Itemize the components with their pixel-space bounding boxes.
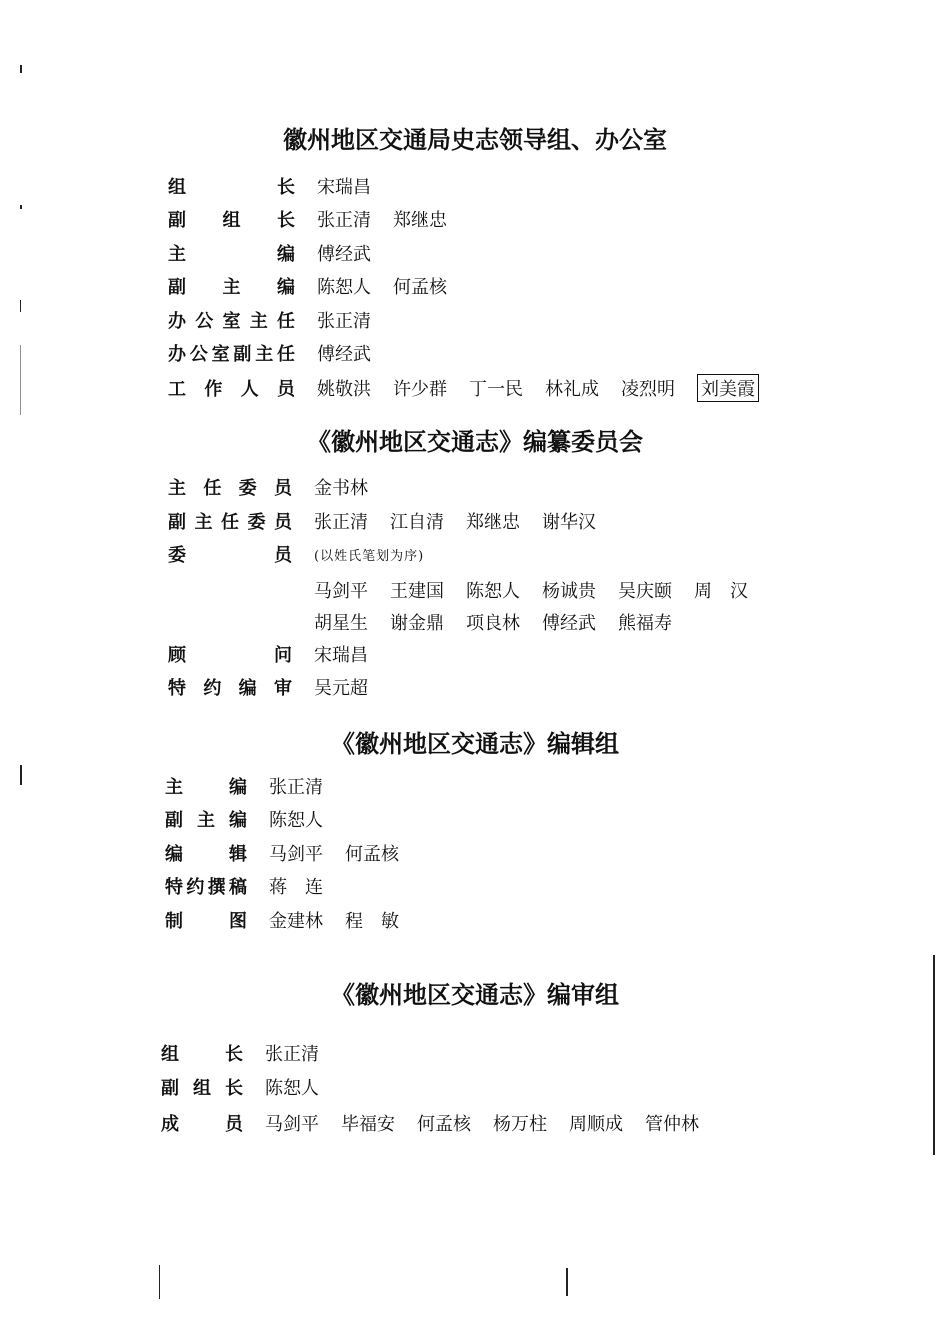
person-name: 何孟核	[417, 1114, 471, 1135]
person-name: 杨万柱	[493, 1114, 547, 1135]
person-name: 吴庆颐	[618, 581, 672, 602]
committee-row-advisor	[168, 639, 390, 669]
person-name: 郑继忠	[466, 512, 520, 533]
name-list	[314, 641, 390, 667]
person-name: 胡星生	[314, 613, 368, 634]
person-name: 陈恕人	[265, 1078, 319, 1099]
scan-speck	[20, 765, 22, 785]
person-name: 毕福安	[341, 1114, 395, 1135]
person-name: 何孟核	[393, 277, 447, 298]
role-label: 成 员	[161, 1114, 243, 1135]
name-list	[314, 474, 390, 500]
name-list	[317, 206, 469, 232]
name-list	[265, 1110, 721, 1136]
name-list	[269, 840, 421, 866]
role-label: 编 辑	[165, 844, 247, 865]
person-name: 蒋 连	[269, 877, 323, 898]
person-name: 谢华汉	[542, 512, 596, 533]
name-list	[314, 674, 390, 700]
section-title-leadership: 徽州地区交通局史志领导组、办公室	[283, 126, 667, 154]
person-name: 傅经武	[542, 613, 596, 634]
person-name: 凌烈明	[621, 379, 675, 400]
person-name: 马剑平	[314, 581, 368, 602]
name-list	[317, 307, 393, 333]
editorial-row-cartography	[165, 905, 421, 935]
scan-speck	[20, 205, 22, 209]
scan-edge-line	[566, 1268, 568, 1296]
person-name: 陈恕人	[317, 277, 371, 298]
scan-edge-line	[933, 955, 935, 1155]
role-label: 特 约 编 审	[168, 678, 292, 699]
role-label: 副 主 任 委 员	[168, 512, 292, 533]
person-name: 张正清	[265, 1044, 319, 1065]
person-name: 张正清	[314, 512, 368, 533]
person-name: 傅经武	[317, 244, 371, 265]
role-label: 主 编	[165, 777, 247, 798]
role-label: 制 图	[165, 911, 247, 932]
person-name-boxed: 刘美霞	[697, 374, 759, 402]
review-row-deputy-leader	[161, 1072, 341, 1102]
role-label: 办 公 室 副 主 任	[168, 344, 295, 365]
name-list	[265, 1074, 341, 1100]
role-label: 副 主 编	[168, 277, 295, 298]
leadership-row-deputy-editor	[168, 271, 469, 301]
person-name: 宋瑞昌	[314, 645, 368, 666]
person-name: 张正清	[269, 777, 323, 798]
person-name: 程 敏	[345, 911, 399, 932]
role-label: 副 主 编	[165, 810, 247, 831]
role-label: 特 约 撰 稿	[165, 877, 247, 898]
person-name: 郑继忠	[393, 210, 447, 231]
scan-speck	[20, 65, 22, 73]
role-label: 办 公 室 主 任	[168, 311, 295, 332]
person-name: 吴元超	[314, 678, 368, 699]
person-name: 傅经武	[317, 344, 371, 365]
person-name: 江自清	[390, 512, 444, 533]
person-name: 何孟核	[345, 844, 399, 865]
ordering-note: (以姓氏笔划为序)	[314, 548, 425, 564]
leadership-row-leader	[168, 171, 393, 201]
scan-speck	[20, 345, 21, 415]
person-name: 周 汉	[694, 581, 748, 602]
committee-row-members-line-2	[168, 607, 694, 637]
editorial-row-special-writer	[165, 871, 345, 901]
name-list	[314, 545, 446, 564]
role-label: 委 员	[168, 545, 292, 566]
review-row-members	[161, 1108, 721, 1138]
person-name: 林礼成	[545, 379, 599, 400]
person-name: 许少群	[393, 379, 447, 400]
committee-row-members-line-1	[168, 575, 770, 605]
name-list	[314, 577, 770, 603]
person-name: 杨诚贵	[542, 581, 596, 602]
leadership-row-staff	[168, 373, 781, 403]
name-list	[317, 173, 393, 199]
committee-row-members	[168, 539, 446, 569]
section-title-compilation-committee: 《徽州地区交通志》编纂委员会	[307, 428, 643, 456]
role-label: 组 长	[161, 1044, 243, 1065]
role-label: 主 编	[168, 244, 295, 265]
name-list	[269, 806, 345, 832]
person-name: 王建国	[390, 581, 444, 602]
name-list	[314, 508, 618, 534]
name-list	[265, 1040, 341, 1066]
name-list	[317, 273, 469, 299]
name-list	[317, 374, 781, 402]
leadership-row-office-deputy-director	[168, 338, 393, 368]
person-name: 金书林	[314, 478, 368, 499]
name-list	[317, 240, 393, 266]
leadership-row-chief-editor	[168, 238, 393, 268]
review-row-leader	[161, 1038, 341, 1068]
section-title-review-group: 《徽州地区交通志》编审组	[331, 981, 619, 1009]
person-name: 马剑平	[265, 1114, 319, 1135]
role-label: 主 任 委 员	[168, 478, 292, 499]
leadership-row-office-director	[168, 305, 393, 335]
person-name: 马剑平	[269, 844, 323, 865]
person-name: 张正清	[317, 311, 371, 332]
editorial-row-deputy-editor	[165, 804, 345, 834]
scan-edge-line	[159, 1265, 160, 1299]
name-list	[314, 609, 694, 635]
role-label: 顾 问	[168, 645, 292, 666]
committee-row-vice-chair	[168, 506, 618, 536]
editorial-row-editors	[165, 838, 421, 868]
name-list	[269, 773, 345, 799]
name-list	[269, 873, 345, 899]
person-name: 丁一民	[469, 379, 523, 400]
person-name: 谢金鼎	[390, 613, 444, 634]
person-name: 周顺成	[569, 1114, 623, 1135]
person-name: 管仲林	[645, 1114, 699, 1135]
person-name: 陈恕人	[466, 581, 520, 602]
committee-row-chair	[168, 472, 390, 502]
name-list	[269, 907, 421, 933]
person-name: 宋瑞昌	[317, 177, 371, 198]
person-name: 熊福寿	[618, 613, 672, 634]
role-label: 副 组 长	[161, 1078, 243, 1099]
role-label: 组 长	[168, 177, 295, 198]
section-title-editorial-group: 《徽州地区交通志》编辑组	[331, 730, 619, 758]
committee-row-special-reviewer	[168, 672, 390, 702]
person-name: 陈恕人	[269, 810, 323, 831]
name-list	[317, 340, 393, 366]
person-name: 项良林	[466, 613, 520, 634]
editorial-row-chief-editor	[165, 771, 345, 801]
leadership-row-deputy-leader	[168, 204, 469, 234]
role-label: 工 作 人 员	[168, 379, 295, 400]
person-name: 金建林	[269, 911, 323, 932]
scan-speck	[20, 300, 21, 312]
role-label: 副 组 长	[168, 210, 295, 231]
person-name: 姚敬洪	[317, 379, 371, 400]
person-name: 张正清	[317, 210, 371, 231]
